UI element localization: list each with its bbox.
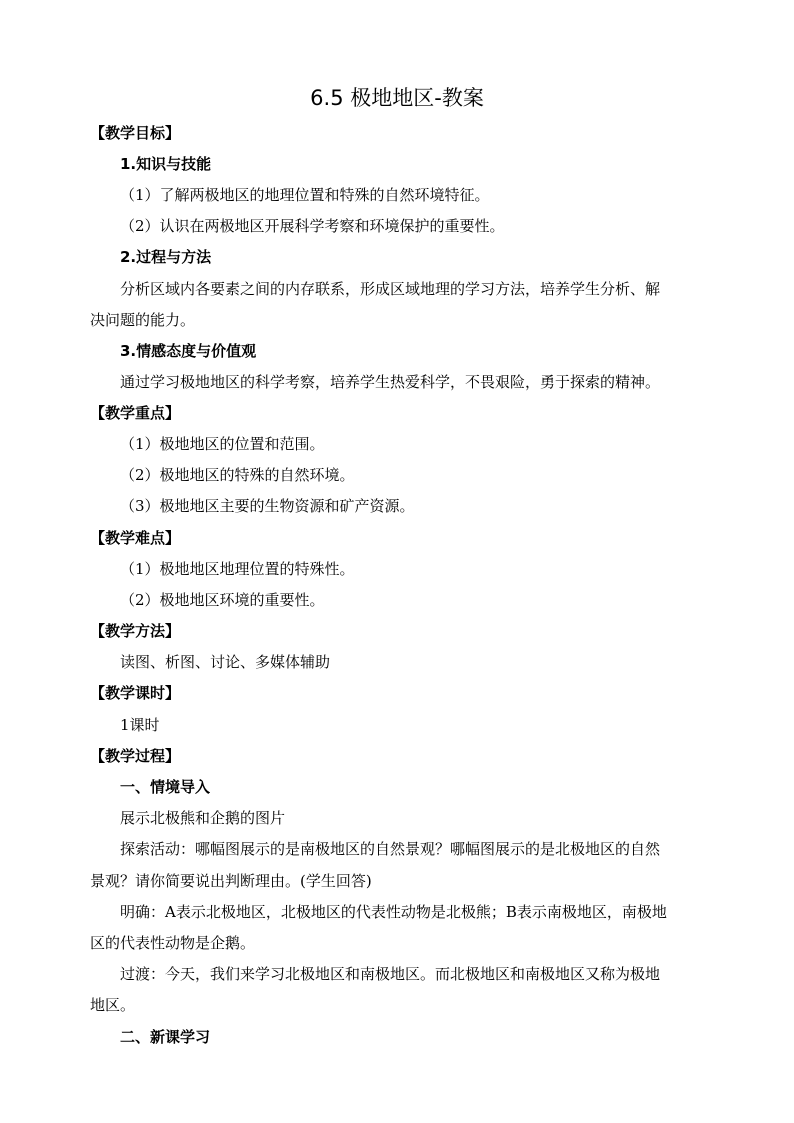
paragraph-line: 地区。	[90, 996, 136, 1014]
subheading-knowledge-skills: 1.知识与技能	[120, 155, 212, 173]
paragraph-line: 1课时	[120, 716, 160, 734]
section-heading-hours: 【教学课时】	[90, 684, 181, 702]
paragraph-line: 区的代表性动物是企鹅。	[90, 934, 256, 952]
section-heading-key-points: 【教学重点】	[90, 404, 181, 422]
list-item: （1）了解两极地区的地理位置和特殊的自然环境特征。	[120, 186, 490, 204]
list-item: （3）极地地区主要的生物资源和矿产资源。	[120, 497, 415, 515]
section-heading-goals: 【教学目标】	[90, 124, 181, 142]
list-item: （1）极地地区地理位置的特殊性。	[120, 560, 355, 578]
paragraph-line: 通过学习极地地区的科学考察，培养学生热爱科学，不畏艰险，勇于探索的精神。	[120, 373, 661, 391]
subheading-process-method: 2.过程与方法	[120, 248, 212, 266]
list-item: （1）极地地区的位置和范围。	[120, 435, 325, 453]
subheading-attitude-values: 3.情感态度与价值观	[120, 342, 257, 360]
subheading-new-lesson: 二、新课学习	[120, 1028, 211, 1046]
list-item: （2）极地地区的特殊的自然环境。	[120, 466, 355, 484]
page-title: 6.5 极地地区-教案	[310, 86, 484, 110]
section-heading-methods: 【教学方法】	[90, 622, 181, 640]
subheading-introduction: 一、情境导入	[120, 778, 211, 796]
section-heading-difficulties: 【教学难点】	[90, 529, 181, 547]
paragraph-line: 探索活动：哪幅图展示的是南极地区的自然景观？哪幅图展示的是北极地区的自然	[120, 840, 661, 858]
paragraph-line: 决问题的能力。	[90, 311, 196, 329]
paragraph-line: 过渡：今天，我们来学习北极地区和南极地区。而北极地区和南极地区又称为极地	[120, 965, 661, 983]
paragraph-line: 明确：A表示北极地区，北极地区的代表性动物是北极熊；B表示南极地区，南极地	[120, 903, 667, 921]
section-heading-process: 【教学过程】	[90, 747, 181, 765]
paragraph-line: 读图、析图、讨论、多媒体辅助	[120, 653, 331, 671]
paragraph-line: 景观？请你简要说出判断理由。(学生回答)	[90, 872, 372, 890]
list-item: （2）认识在两极地区开展科学考察和环境保护的重要性。	[120, 217, 505, 235]
paragraph-line: 分析区域内各要素之间的内存联系，形成区域地理的学习方法，培养学生分析、解	[120, 280, 661, 298]
list-item: （2）极地地区环境的重要性。	[120, 591, 325, 609]
paragraph-line: 展示北极熊和企鹅的图片	[120, 809, 286, 827]
